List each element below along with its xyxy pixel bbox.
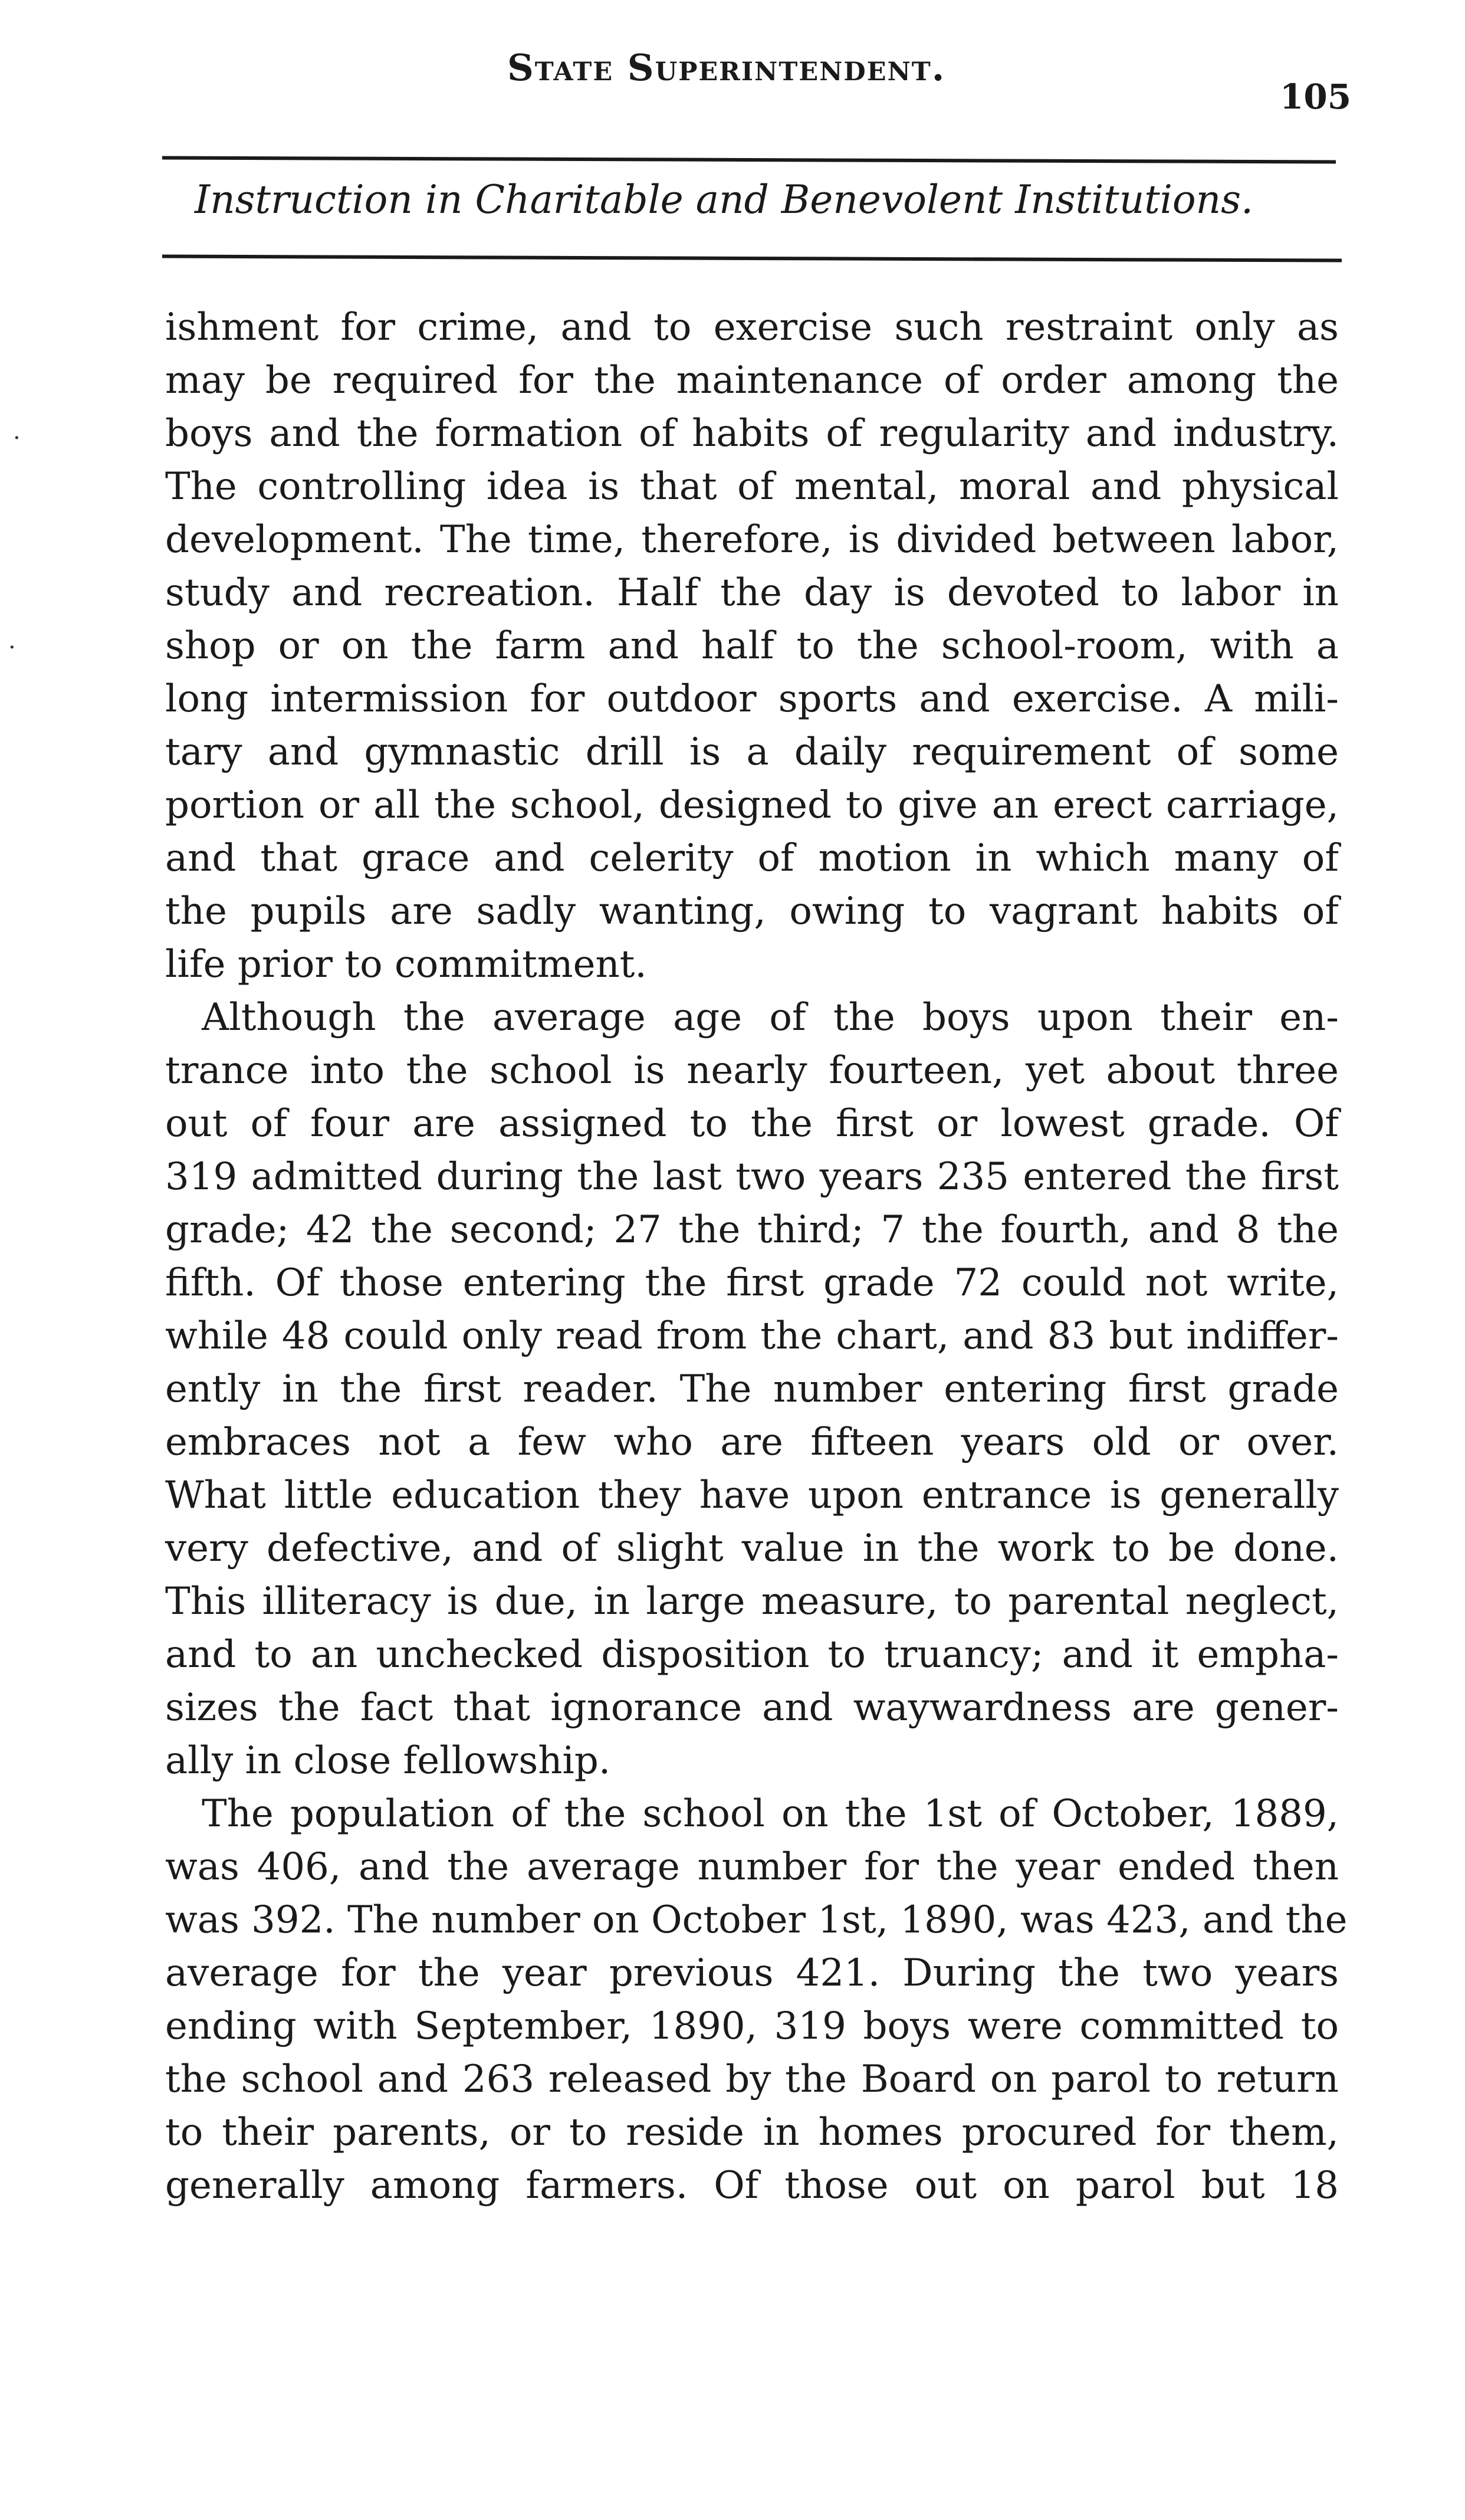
text-line: the school and 263 released by the Board on parol to return bbox=[165, 2058, 1339, 2101]
text-line: sizes the fact that ignorance and waywardness are gener- bbox=[165, 1686, 1339, 1730]
text-line: generally among farmers. Of those out on parol but 18 bbox=[165, 2164, 1339, 2207]
text-line: portion or all the school, designed to give an erect carriage, bbox=[165, 783, 1339, 827]
page-number: 105 bbox=[1280, 77, 1352, 117]
text-line: may be required for the maintenance of order among the bbox=[165, 359, 1339, 402]
text-line: out of four are assigned to the first or lowest grade. Of bbox=[165, 1102, 1339, 1146]
text-line: study and recreation. Half the day is devoted to labor in bbox=[165, 571, 1339, 615]
text-line: ently in the first reader. The number entering first grade bbox=[165, 1367, 1339, 1411]
text-line: This illiteracy is due, in large measure, to parental neglect, bbox=[165, 1580, 1339, 1623]
text-line: while 48 could only read from the chart, and 83 but indiffer- bbox=[165, 1314, 1339, 1358]
text-line: ending with September, 1890, 319 boys were committed to bbox=[165, 2004, 1339, 2048]
margin-speck: · bbox=[8, 634, 16, 661]
text-line: shop or on the farm and half to the school-room, with a bbox=[165, 624, 1339, 668]
text-line: average for the year previous 421. During the two years bbox=[165, 1951, 1339, 1995]
running-head: State Superintendent. bbox=[507, 46, 946, 89]
text-line: Although the average age of the boys upon their en- bbox=[202, 996, 1339, 1039]
paragraph-1 bbox=[165, 301, 1339, 991]
text-line: trance into the school is nearly fourteen, yet about three bbox=[165, 1049, 1339, 1092]
header-rule-bottom bbox=[162, 255, 1342, 262]
text-line: and that grace and celerity of motion in which many of bbox=[165, 836, 1339, 880]
text-line: 319 admitted during the last two years 235 entered the first bbox=[165, 1155, 1339, 1199]
text-line: ally in close fellowship. bbox=[165, 1739, 611, 1783]
text-line: boys and the formation of habits of regularity and industry. bbox=[165, 412, 1339, 455]
text-line: The population of the school on the 1st of October, 1889, bbox=[202, 1792, 1339, 1836]
text-line: life prior to commitment. bbox=[165, 943, 647, 986]
text-line: ishment for crime, and to exercise such restraint only as bbox=[165, 306, 1339, 349]
text-line: was 406, and the average number for the year ended then bbox=[165, 1845, 1339, 1889]
text-line: the pupils are sadly wanting, owing to vagrant habits of bbox=[165, 890, 1339, 933]
body-text bbox=[165, 301, 1348, 2212]
text-line: very defective, and of slight value in the work to be done. bbox=[165, 1527, 1339, 1570]
text-line: and to an unchecked disposition to truancy; and it empha- bbox=[165, 1633, 1339, 1676]
text-line: long intermission for outdoor sports and exercise. A mili- bbox=[165, 677, 1339, 721]
text-line: tary and gymnastic drill is a daily requirement of some bbox=[165, 730, 1339, 774]
paragraph-3 bbox=[165, 1787, 1348, 2212]
header-rule-top bbox=[162, 156, 1336, 164]
text-line: to their parents, or to reside in homes procured for them, bbox=[165, 2111, 1339, 2154]
text-line: The controlling idea is that of mental, moral and physical bbox=[165, 465, 1339, 508]
text-line: fifth. Of those entering the first grade 72 could not write, bbox=[165, 1261, 1339, 1305]
text-line: grade; 42 the second; 27 the third; 7 the fourth, and 8 the bbox=[165, 1208, 1339, 1252]
text-line: development. The time, therefore, is divided between labor, bbox=[165, 518, 1339, 562]
margin-speck: · bbox=[13, 425, 21, 452]
text-line: embraces not a few who are fifteen years old or over. bbox=[165, 1420, 1339, 1464]
paragraph-2 bbox=[165, 991, 1339, 1787]
section-title: Instruction in Charitable and Benevolent Institutions. bbox=[195, 177, 1253, 222]
text-line: What little education they have upon entrance is generally bbox=[165, 1474, 1339, 1517]
text-line: was 392. The number on October 1st, 1890, was 423, and the bbox=[165, 1898, 1348, 1942]
